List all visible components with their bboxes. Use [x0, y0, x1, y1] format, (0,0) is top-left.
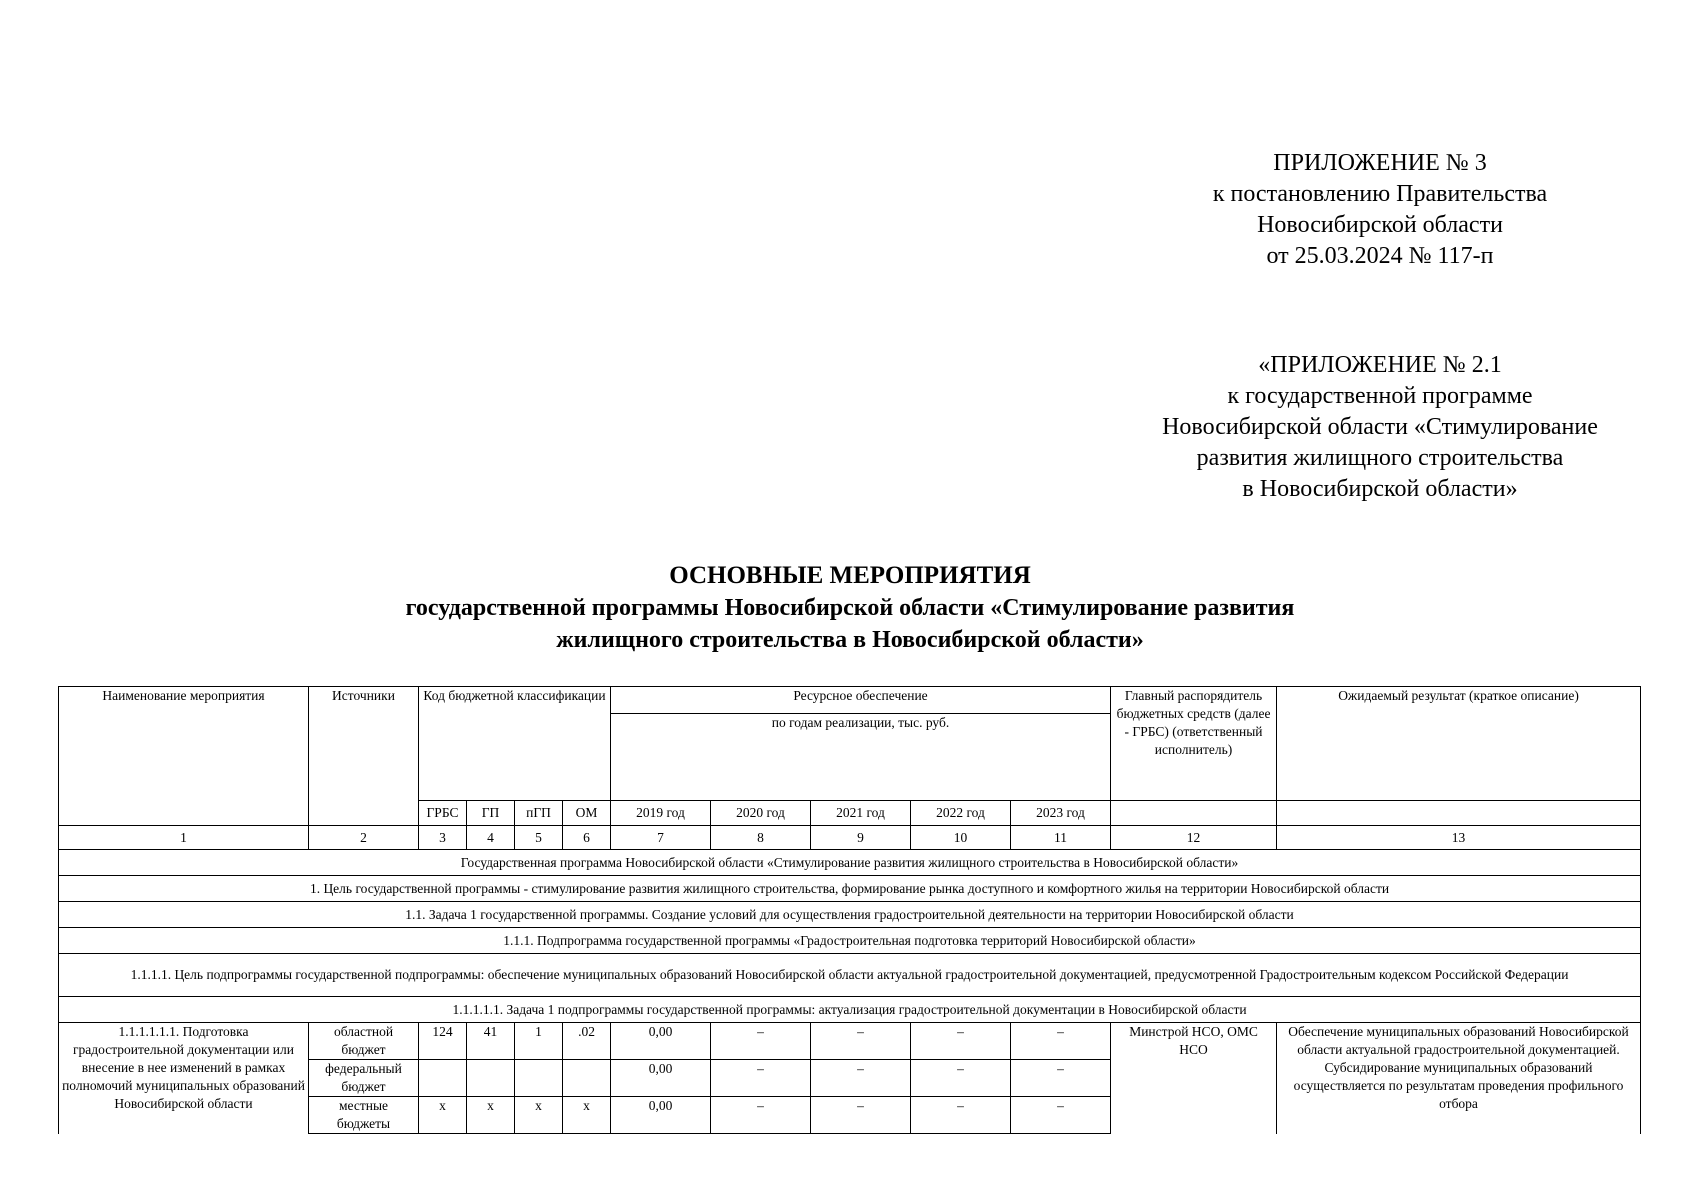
subheader-year: 2021 год	[811, 801, 911, 826]
gp-cell: x	[467, 1097, 515, 1134]
column-number: 9	[811, 826, 911, 850]
pgp-cell: x	[515, 1097, 563, 1134]
pgp-cell: 1	[515, 1023, 563, 1060]
subheader-year: 2023 год	[1011, 801, 1111, 826]
subheader-pgp: пГП	[515, 801, 563, 826]
year-value-cell: 0,00	[611, 1060, 711, 1097]
subheader-empty	[1111, 801, 1277, 826]
column-number: 5	[515, 826, 563, 850]
column-number: 8	[711, 826, 811, 850]
year-value-cell: –	[811, 1060, 911, 1097]
year-value-cell: –	[1011, 1023, 1111, 1060]
year-value-cell: –	[1011, 1060, 1111, 1097]
appendix-line: развития жилищного строительства	[1196, 445, 1564, 471]
column-number: 6	[563, 826, 611, 850]
column-number: 4	[467, 826, 515, 850]
section-subprogram-task: 1.1.1.1.1. Задача 1 подпрограммы государственной программы: актуализация градостроительной документации в Новосибирской области	[59, 997, 1641, 1023]
year-value-cell: –	[911, 1023, 1011, 1060]
grbs-cell	[419, 1060, 467, 1097]
appendix-line: ПРИЛОЖЕНИЕ № 3	[1273, 150, 1487, 176]
section-subprogram: 1.1.1. Подпрограмма государственной программы «Градостроительная подготовка территорий Новосибирской области»	[59, 928, 1641, 954]
year-value-cell: –	[1011, 1097, 1111, 1134]
om-cell	[563, 1060, 611, 1097]
year-value-cell: –	[911, 1060, 1011, 1097]
gp-cell: 41	[467, 1023, 515, 1060]
appendix-line: от 25.03.2024 № 117-п	[1266, 243, 1494, 269]
column-number: 10	[911, 826, 1011, 850]
appendix-line: в Новосибирской области»	[1242, 476, 1518, 502]
column-number: 1	[59, 826, 309, 850]
header-result: Ожидаемый результат (краткое описание)	[1277, 687, 1641, 801]
header-name: Наименование мероприятия	[59, 687, 309, 826]
source-cell: местные бюджеты	[309, 1097, 419, 1134]
year-value-cell: –	[711, 1060, 811, 1097]
heading-title: ОСНОВНЫЕ МЕРОПРИЯТИЯ	[669, 562, 1031, 589]
year-value-cell: –	[811, 1097, 911, 1134]
subheader-grbs: ГРБС	[419, 801, 467, 826]
subheader-year: 2022 год	[911, 801, 1011, 826]
column-number: 3	[419, 826, 467, 850]
appendix-line: Новосибирской области «Стимулирование	[1162, 414, 1598, 440]
section-task: 1.1. Задача 1 государственной программы. Создание условий для осуществления градостроительной деятельности на территории Новосибирской области	[59, 902, 1641, 928]
appendix-line: Новосибирской области	[1257, 212, 1503, 238]
section-goal: 1. Цель государственной программы - стимулирование развития жилищного строительства, формирование рынка доступного и комфортного жилья на территории Новосибирской области	[59, 876, 1641, 902]
subheader-gp: ГП	[467, 801, 515, 826]
year-value-cell: –	[911, 1097, 1011, 1134]
source-cell: областной бюджет	[309, 1023, 419, 1060]
measure-name: 1.1.1.1.1.1. Подготовка градостроительной документации или внесение в нее изменений в рамках полномочий муниципальных образований Новосибирской области	[59, 1023, 309, 1134]
heading-subtitle: жилищного строительства в Новосибирской области»	[556, 627, 1144, 653]
result-cell: Обеспечение муниципальных образований Новосибирской области актуальной градостроительной документацией. Субсидирование муниципальных образований осуществляется по результатам проведения профильного отбора	[1277, 1023, 1641, 1134]
subheader-year: 2019 год	[611, 801, 711, 826]
header-budget-code: Код бюджетной классификации	[419, 687, 611, 801]
header-grbs: Главный распорядитель бюджетных средств (далее - ГРБС) (ответственный исполнитель)	[1111, 687, 1277, 801]
section-subprogram-goal: 1.1.1.1. Цель подпрограммы государственной подпрограммы: обеспечение муниципальных образований Новосибирской области актуальной градостроительной документацией, предусмотренной Градостроительным кодексом Российской Федерации	[59, 954, 1641, 997]
section-program: Государственная программа Новосибирской области «Стимулирование развития жилищного строительства в Новосибирской области»	[59, 850, 1641, 876]
appendix-3-block	[1150, 148, 1610, 272]
column-number: 2	[309, 826, 419, 850]
subheader-empty	[1277, 801, 1641, 826]
measures-table	[58, 686, 1641, 1134]
year-value-cell: –	[811, 1023, 911, 1060]
heading-subtitle: государственной программы Новосибирской области «Стимулирование развития	[405, 595, 1295, 621]
year-value-cell: 0,00	[611, 1023, 711, 1060]
header-sources: Источники	[309, 687, 419, 826]
appendix-line: к постановлению Правительства	[1212, 181, 1548, 207]
header-resources: Ресурсное обеспечение	[611, 687, 1111, 714]
appendix-2-1-block	[1120, 350, 1640, 505]
column-number: 13	[1277, 826, 1641, 850]
year-value-cell: 0,00	[611, 1097, 711, 1134]
column-number: 7	[611, 826, 711, 850]
subheader-year: 2020 год	[711, 801, 811, 826]
appendix-line: к государственной программе	[1227, 383, 1533, 409]
column-number: 11	[1011, 826, 1111, 850]
document-heading	[60, 560, 1640, 656]
column-number: 12	[1111, 826, 1277, 850]
grbs-cell: x	[419, 1097, 467, 1134]
source-cell: федеральный бюджет	[309, 1060, 419, 1097]
responsible-cell: Минстрой НСО, ОМС НСО	[1111, 1023, 1277, 1134]
appendix-line: «ПРИЛОЖЕНИЕ № 2.1	[1258, 352, 1502, 378]
subheader-om: ОМ	[563, 801, 611, 826]
year-value-cell: –	[711, 1023, 811, 1060]
om-cell: .02	[563, 1023, 611, 1060]
header-by-years: по годам реализации, тыс. руб.	[611, 714, 1111, 801]
gp-cell	[467, 1060, 515, 1097]
year-value-cell: –	[711, 1097, 811, 1134]
grbs-cell: 124	[419, 1023, 467, 1060]
pgp-cell	[515, 1060, 563, 1097]
om-cell: x	[563, 1097, 611, 1134]
